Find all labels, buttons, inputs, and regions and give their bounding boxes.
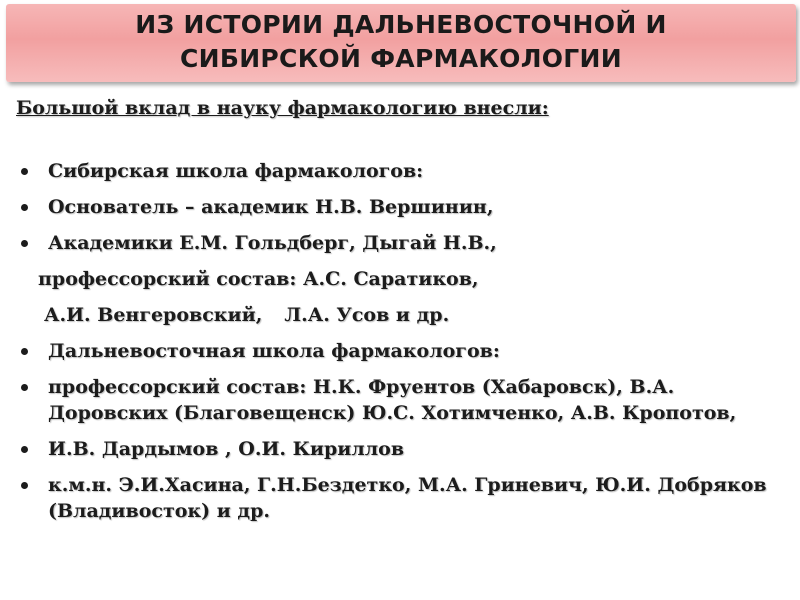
slide-title xyxy=(6,8,796,76)
bullet-text: Академики Е.М. Гольдберг, Дыгай Н.В., xyxy=(48,232,497,254)
bullet-text: Основатель – академик Н.В. Вершинин, xyxy=(48,196,494,218)
bullet-candidates xyxy=(16,472,776,524)
continuation-line xyxy=(16,266,776,292)
continuation-text: профессорский состав: А.С. Саратиков, xyxy=(38,268,479,290)
bullet-faculty xyxy=(16,374,776,426)
intro-text: Большой вклад в науку фармакологию внесли: xyxy=(16,97,549,119)
bullet-text: Дальневосточная школа фармакологов: xyxy=(48,340,500,362)
slide-body xyxy=(16,94,776,534)
bullet-siberian-school xyxy=(16,158,776,184)
bullet-text: к.м.н. Э.И.Хасина, Г.Н.Бездетко, М.А. Гриневич, Ю.И. Добряков (Владивосток) и др. xyxy=(48,474,767,522)
continuation-text: А.И. Венгеровский, xyxy=(44,304,263,326)
bullet-text: И.В. Дардымов , О.И. Кириллов xyxy=(48,438,405,460)
continuation-text: Л.А. Усов и др. xyxy=(284,304,450,326)
bullet-founder xyxy=(16,194,776,220)
bullet-academicians xyxy=(16,230,776,256)
bullet-text: Сибирская школа фармакологов: xyxy=(48,160,424,182)
title-line-1: ИЗ ИСТОРИИ ДАЛЬНЕВОСТОЧНОЙ И xyxy=(135,10,667,39)
title-line-2: СИБИРСКОЙ ФАРМАКОЛОГИИ xyxy=(179,44,622,73)
title-banner xyxy=(6,4,796,82)
bullet-names xyxy=(16,436,776,462)
bullet-text: профессорский состав: Н.К. Фруентов (Хабаровск), В.А. Доровских (Благовещенск) Ю.С. Хотимченко, А.В. Кропотов, xyxy=(48,376,737,424)
continuation-line xyxy=(16,302,776,328)
bullet-far-east-school xyxy=(16,338,776,364)
